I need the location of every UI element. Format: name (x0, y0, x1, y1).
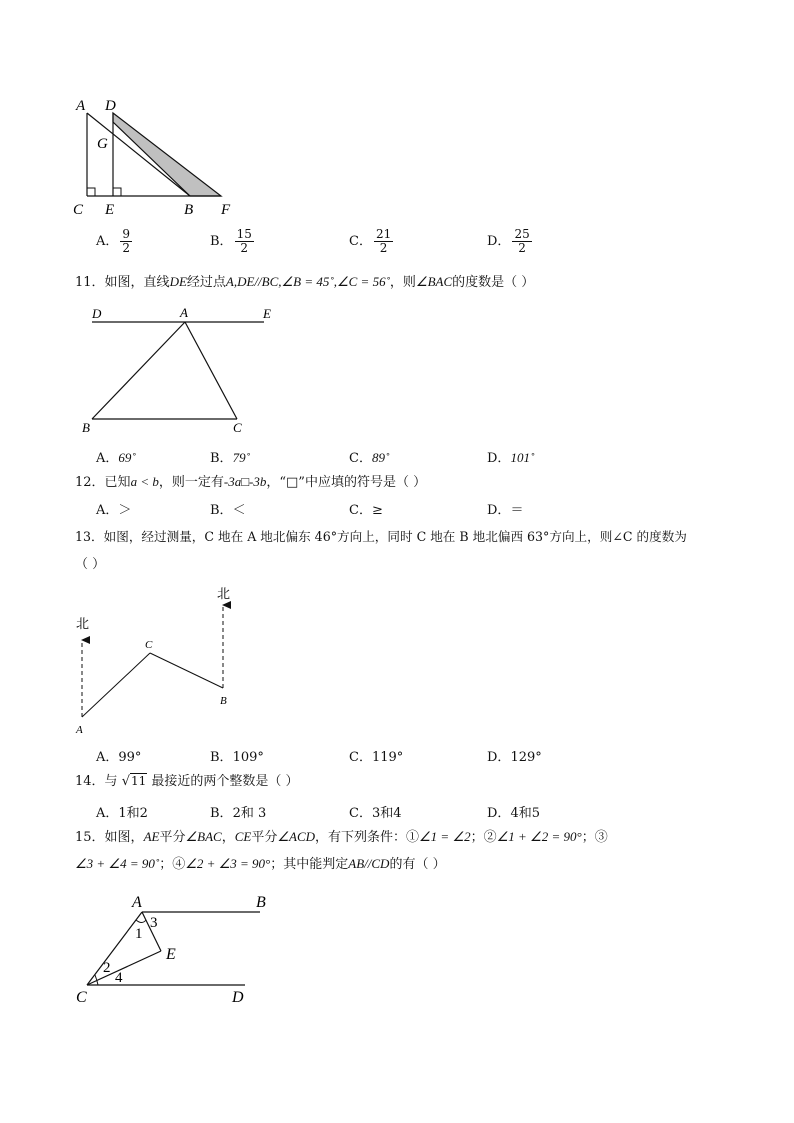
q12-option-a[interactable]: A．＞ (96, 503, 132, 518)
angle-4: 4 (115, 970, 123, 986)
sqrt-icon: √ (121, 774, 130, 789)
label-A: A (180, 305, 188, 320)
radicand: 11 (131, 774, 147, 788)
angle-1: 1 (135, 926, 143, 942)
fraction: $\frac{15}{2}$ (236, 227, 252, 255)
fraction: $\frac{21}{2}$ (375, 227, 392, 255)
label-D: D (105, 98, 116, 114)
q14-option-d[interactable]: D．4和5 (487, 806, 540, 821)
q11-stem: 11．如图，直线DE经过点A,DE//BC,∠B = 45˚,∠C = 56˚，则∠BAC的度数是（ ） (75, 274, 535, 290)
angle-3: 3 (150, 915, 158, 931)
figure-q13 (65, 580, 245, 740)
label-D: D (232, 989, 244, 1006)
q12-stem: 12．已知a < b，则一定有-3a□-3b，“□”中应填的符号是（ ） (75, 474, 427, 490)
north-label-a: 北 (76, 617, 90, 632)
label-C: C (233, 420, 242, 435)
label-C: C (76, 989, 87, 1006)
q10-option-a[interactable] (96, 228, 132, 255)
q14-option-b[interactable]: B．2和 3 (210, 806, 267, 821)
label-A: A (132, 894, 142, 911)
north-label-b: 北 (217, 587, 231, 602)
q14-option-a[interactable]: A．1和2 (96, 806, 148, 821)
option-letter: D． (487, 234, 511, 249)
fraction: $\frac{25}{2}$ (514, 227, 530, 255)
label-B: B (184, 202, 194, 218)
q13-option-b[interactable]: B．109° (210, 750, 264, 765)
figure-q10 (70, 92, 250, 222)
q10-option-c[interactable] (349, 228, 393, 255)
label-E: E (105, 202, 115, 218)
q15-stem-line2: ∠3 + ∠4 = 90˚；④∠2 + ∠3 = 90°；其中能判定AB//CD的有（ ） (75, 856, 446, 872)
label-D: D (92, 306, 102, 321)
fraction: $\frac{9}{2}$ (122, 227, 131, 255)
q15-stem-line1: 15．如图，AE平分∠BAC，CE平分∠ACD，有下列条件：①∠1 = ∠2；②∠1 + ∠2 = 90°；③ (75, 829, 608, 845)
label-B: B (256, 894, 266, 911)
q12-option-d[interactable]: D．＝ (487, 503, 524, 518)
shaded-strip (113, 113, 221, 196)
angle-2: 2 (103, 960, 111, 976)
q11-option-c[interactable]: C．89˚ (349, 450, 390, 466)
q11-option-b[interactable]: B．79˚ (210, 450, 250, 466)
figure-q11 (80, 302, 290, 437)
label-B: B (220, 695, 227, 707)
q12-option-b[interactable]: B．＜ (210, 503, 246, 518)
label-C: C (73, 202, 84, 218)
label-C: C (145, 639, 153, 651)
label-G: G (97, 136, 108, 152)
q13-option-c[interactable]: C．119° (349, 750, 404, 765)
q13-stem-line1: 13．如图，经过测量，C 地在 A 地北偏东 46°方向上，同时 C 地在 B 地北偏西 63°方向上，则∠C 的度数为 (75, 529, 687, 544)
q13-stem-line2: （ ） (75, 557, 106, 572)
label-B: B (82, 420, 90, 435)
q13-option-a[interactable]: A．99° (96, 750, 142, 765)
label-F: F (221, 202, 231, 218)
figure-q15 (70, 885, 280, 1010)
q10-option-b[interactable] (210, 228, 254, 255)
q11-option-d[interactable]: D．101˚ (487, 450, 535, 466)
label-E: E (263, 306, 271, 321)
option-letter: B． (210, 234, 233, 249)
q14-option-c[interactable]: C．3和4 (349, 806, 402, 821)
q12-option-c[interactable]: C．≥ (349, 503, 383, 518)
q11-option-a[interactable]: A．69˚ (96, 450, 136, 466)
q10-option-d[interactable] (487, 228, 532, 255)
q13-option-d[interactable]: D．129° (487, 750, 542, 765)
label-A: A (76, 724, 83, 736)
label-A: A (76, 98, 86, 114)
option-letter: A． (96, 234, 119, 249)
q14-stem: 14．与 √11 最接近的两个整数是（ ） (75, 774, 299, 789)
option-letter: C． (349, 234, 372, 249)
label-E: E (166, 946, 176, 963)
